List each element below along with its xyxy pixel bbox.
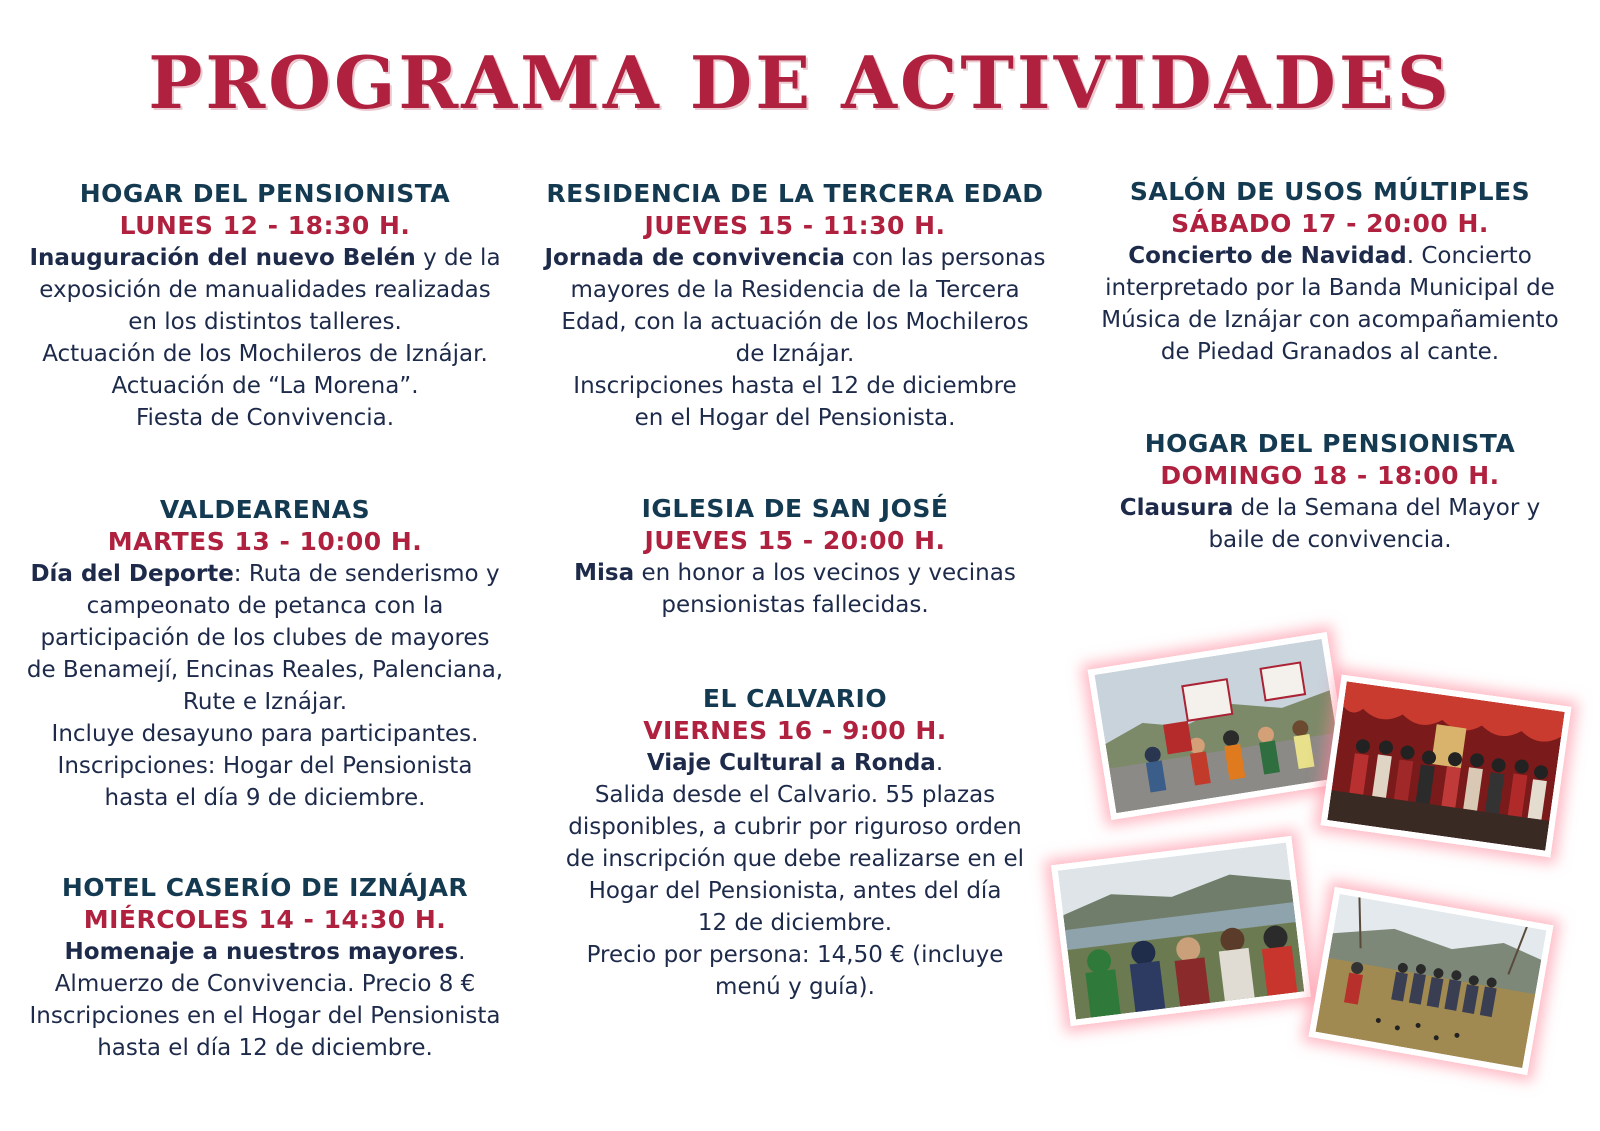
event-description: Inauguración del nuevo Belén y de la xyxy=(29,245,501,271)
event-salon: SALÓN DE USOS MÚLTIPLES SÁBADO 17 - 20:00 H. Concierto de Navidad. Concierto interpretado por la Banda Municipal de Música de Iznájar con acompañamiento de Piedad Granados al cante. xyxy=(1070,176,1590,368)
event-date: MARTES 13 - 10:00 H. xyxy=(107,527,423,556)
event-venue: IGLESIA DE SAN JOSÉ xyxy=(641,494,949,523)
event-description: Día del Deporte: Ruta de senderismo y xyxy=(30,561,500,587)
event-valdearenas: VALDEARENAS MARTES 13 - 10:00 H. Día del Deporte: Ruta de senderismo y campeonato de petanca con la participación de los clubes de mayores de Benamejí, Encinas Reales, Palenciana, Rute e Iznájar. Incluye desayuno para participantes. Inscripciones: Hogar del Pensionista hasta el día 9 de diciembre. xyxy=(10,494,520,814)
petanque-players-photo xyxy=(1308,887,1553,1075)
event-venue: SALÓN DE USOS MÚLTIPLES xyxy=(1129,177,1531,206)
event-highlight: Viaje Cultural a Ronda xyxy=(646,750,936,776)
event-venue: RESIDENCIA DE LA TERCERA EDAD xyxy=(546,179,1044,208)
event-venue: EL CALVARIO xyxy=(702,684,888,713)
event-calvario: EL CALVARIO VIERNES 16 - 9:00 H. Viaje Cultural a Ronda. Salida desde el Calvario. 55 plazas disponibles, a cubrir por riguroso orden de inscripción que debe realizarse en el Hogar del Pensionista, antes del día 12 de diciembre. Precio por persona: 14,50 € (incluye menú y guía). xyxy=(530,683,1060,1003)
event-hogar-domingo: HOGAR DEL PENSIONISTA DOMINGO 18 - 18:00 H. Clausura de la Semana del Mayor y baile de convivencia. xyxy=(1070,428,1590,556)
hiking-group-photo xyxy=(1088,632,1351,820)
event-date: VIERNES 16 - 9:00 H. xyxy=(643,716,947,745)
event-description: Concierto de Navidad. Concierto xyxy=(1128,243,1532,269)
event-hotel-caserio: HOTEL CASERÍO DE IZNÁJAR MIÉRCOLES 14 - 14:30 H. Homenaje a nuestros mayores. Almuerzo de Convivencia. Precio 8 € Inscripciones en el Hogar del Pensionista hasta el día 12 de diciembre. xyxy=(10,872,520,1064)
event-venue: HOTEL CASERÍO DE IZNÁJAR xyxy=(61,873,469,902)
event-highlight: Clausura xyxy=(1119,495,1234,521)
event-highlight: Jornada de convivencia xyxy=(544,245,845,271)
event-iglesia: IGLESIA DE SAN JOSÉ JUEVES 15 - 20:00 H. Misa en honor a los vecinos y vecinas pensionistas fallecidas. xyxy=(530,493,1060,621)
event-hogar-lunes: HOGAR DEL PENSIONISTA LUNES 12 - 18:30 H. Inauguración del nuevo Belén y de la exposición de manualidades realizadas en los distintos talleres. Actuación de los Mochileros de Iznájar. Actuación de “La Morena”. Fiesta de Convivencia. xyxy=(15,178,515,434)
event-highlight: Homenaje a nuestros mayores xyxy=(64,939,459,965)
event-description: Viaje Cultural a Ronda. xyxy=(646,750,944,776)
event-description: Jornada de convivencia con las personas xyxy=(544,245,1046,271)
event-venue: HOGAR DEL PENSIONISTA xyxy=(79,179,451,208)
event-highlight: Día del Deporte xyxy=(30,561,234,587)
choir-stage-photo xyxy=(1321,675,1572,858)
event-residencia: RESIDENCIA DE LA TERCERA EDAD JUEVES 15 - 11:30 H. Jornada de convivencia con las personas mayores de la Residencia de la Tercera Edad, con la actuación de los Mochileros de Iznájar. Inscripciones hasta el 12 de diciembre en el Hogar del Pensionista. xyxy=(530,178,1060,434)
event-highlight: Inauguración del nuevo Belén xyxy=(29,245,416,271)
event-description: Homenaje a nuestros mayores. xyxy=(64,939,466,965)
event-date: SÁBADO 17 - 20:00 H. xyxy=(1171,209,1489,238)
event-date: JUEVES 15 - 20:00 H. xyxy=(644,526,946,555)
event-highlight: Misa xyxy=(574,560,635,586)
page-title: PROGRAMA DE ACTIVIDADES xyxy=(148,40,1452,125)
event-highlight: Concierto de Navidad xyxy=(1128,243,1407,269)
event-date: JUEVES 15 - 11:30 H. xyxy=(644,211,946,240)
event-date: MIÉRCOLES 14 - 14:30 H. xyxy=(83,905,447,934)
event-description: Clausura de la Semana del Mayor y xyxy=(1119,495,1541,521)
event-venue: HOGAR DEL PENSIONISTA xyxy=(1144,429,1516,458)
event-description: Misa en honor a los vecinos y vecinas xyxy=(574,560,1016,586)
event-venue: VALDEARENAS xyxy=(159,495,371,524)
lakeside-group-photo xyxy=(1051,836,1311,1026)
event-date: LUNES 12 - 18:30 H. xyxy=(119,211,411,240)
event-date: DOMINGO 18 - 18:00 H. xyxy=(1160,461,1500,490)
